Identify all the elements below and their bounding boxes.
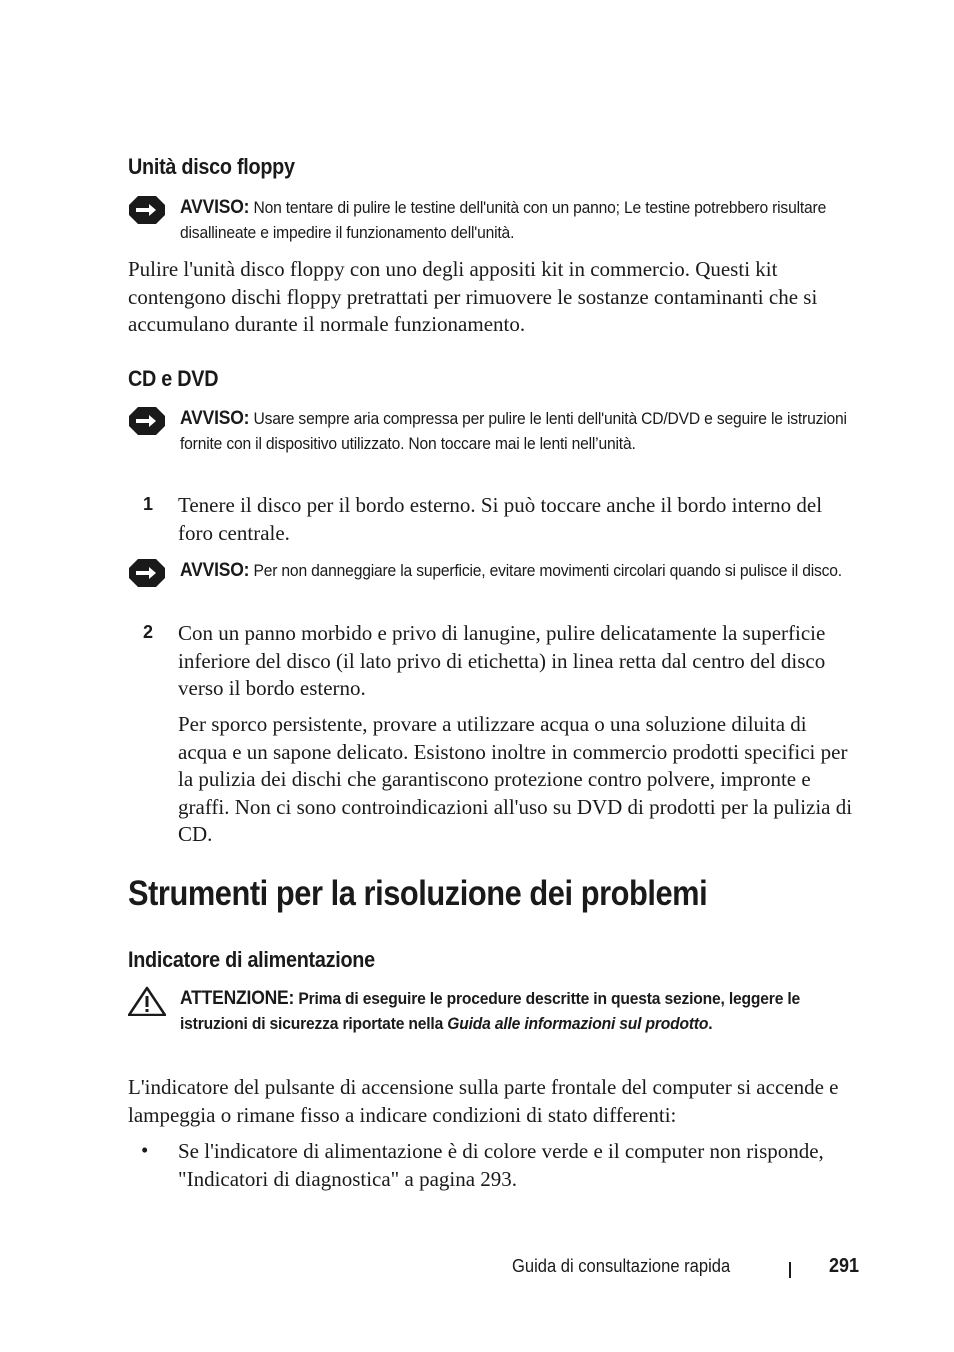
caution-text: Prima di eseguire le procedure descritte in questa sezione, leggere le istruzioni di sicurezza riportate nella (180, 989, 801, 1033)
bullet-text: Se l'indicatore di alimentazione è di colore verde e il computer non risponde, "Indicatori di diagnostica" a pagina 293. (178, 1139, 824, 1191)
notice-text: Non tentare di pulire le testine dell'unità con un panno; Le testine potrebbero risultare disallineate e impedire il funzionamento dell'unità. (180, 198, 827, 242)
notice-icon (128, 195, 166, 225)
footer-divider (789, 1262, 791, 1278)
notice-icon (128, 558, 166, 588)
caution-text-end: . (708, 1014, 713, 1033)
notice-text: Usare sempre aria compressa per pulire le lenti dell'unità CD/DVD e seguire le istruzioni fornite con il dispositivo utilizzato. Non toccare mai le lenti nell’unità. (180, 409, 847, 453)
power-indicator-heading: Indicatore di alimentazione (128, 947, 375, 972)
caution-guide-title: Guida alle informazioni sul prodotto (447, 1014, 709, 1033)
notice-label: AVVISO: (180, 408, 250, 429)
caution-notice (128, 986, 858, 1036)
caution-label: ATTENZIONE: (180, 988, 295, 1009)
cd-notice-1 (128, 406, 858, 456)
step-text: Tenere il disco per il bordo esterno. Si può toccare anche il bordo interno del foro centrale. (178, 493, 823, 545)
step-number: 1 (143, 494, 154, 514)
step-number: 2 (143, 622, 154, 642)
cd-notice-2 (128, 558, 858, 583)
floppy-paragraph: Pulire l'unità disco floppy con uno degli appositi kit in commercio. Questi kit contengono dischi floppy pretrattati per rimuovere le sostanze contaminanti che si accumulano durante il normale funzionamento. (128, 257, 818, 336)
page-number: 291 (829, 1255, 860, 1277)
notice-text: Per non danneggiare la superficie, evitare movimenti circolari quando si pulisce il disco. (253, 561, 842, 580)
floppy-heading: Unità disco floppy (128, 154, 295, 179)
step-paragraph: Per sporco persistente, provare a utilizzare acqua o una soluzione diluita di acqua e un sapone delicato. Esistono inoltre in commercio prodotti specifici per la pulizia dei dischi che garantiscono protezione contro polvere, impronte e graffi. Non ci sono controindicazioni all'uso su DVD di prodotti per la pulizia di CD. (178, 712, 853, 846)
cd-dvd-heading: CD e DVD (128, 366, 219, 391)
notice-icon (128, 406, 166, 436)
footer-guide-title: Guida di consultazione rapida (512, 1256, 731, 1276)
bullet-mark: • (141, 1138, 149, 1162)
notice-label: AVVISO: (180, 560, 250, 581)
power-paragraph: L'indicatore del pulsante di accensione sulla parte frontale del computer si accende e lampeggia o rimane fisso a indicare condizioni di stato differenti: (128, 1075, 839, 1127)
page-title: Strumenti per la risoluzione dei problemi (128, 874, 708, 913)
caution-triangle-icon (128, 986, 166, 1016)
floppy-notice (128, 195, 858, 245)
step-text: Con un panno morbido e privo di lanugine, pulire delicatamente la superficie inferiore del disco (il lato privo di etichetta) in linea retta dal centro del disco verso il bordo esterno. (178, 621, 826, 700)
notice-label: AVVISO: (180, 197, 250, 218)
